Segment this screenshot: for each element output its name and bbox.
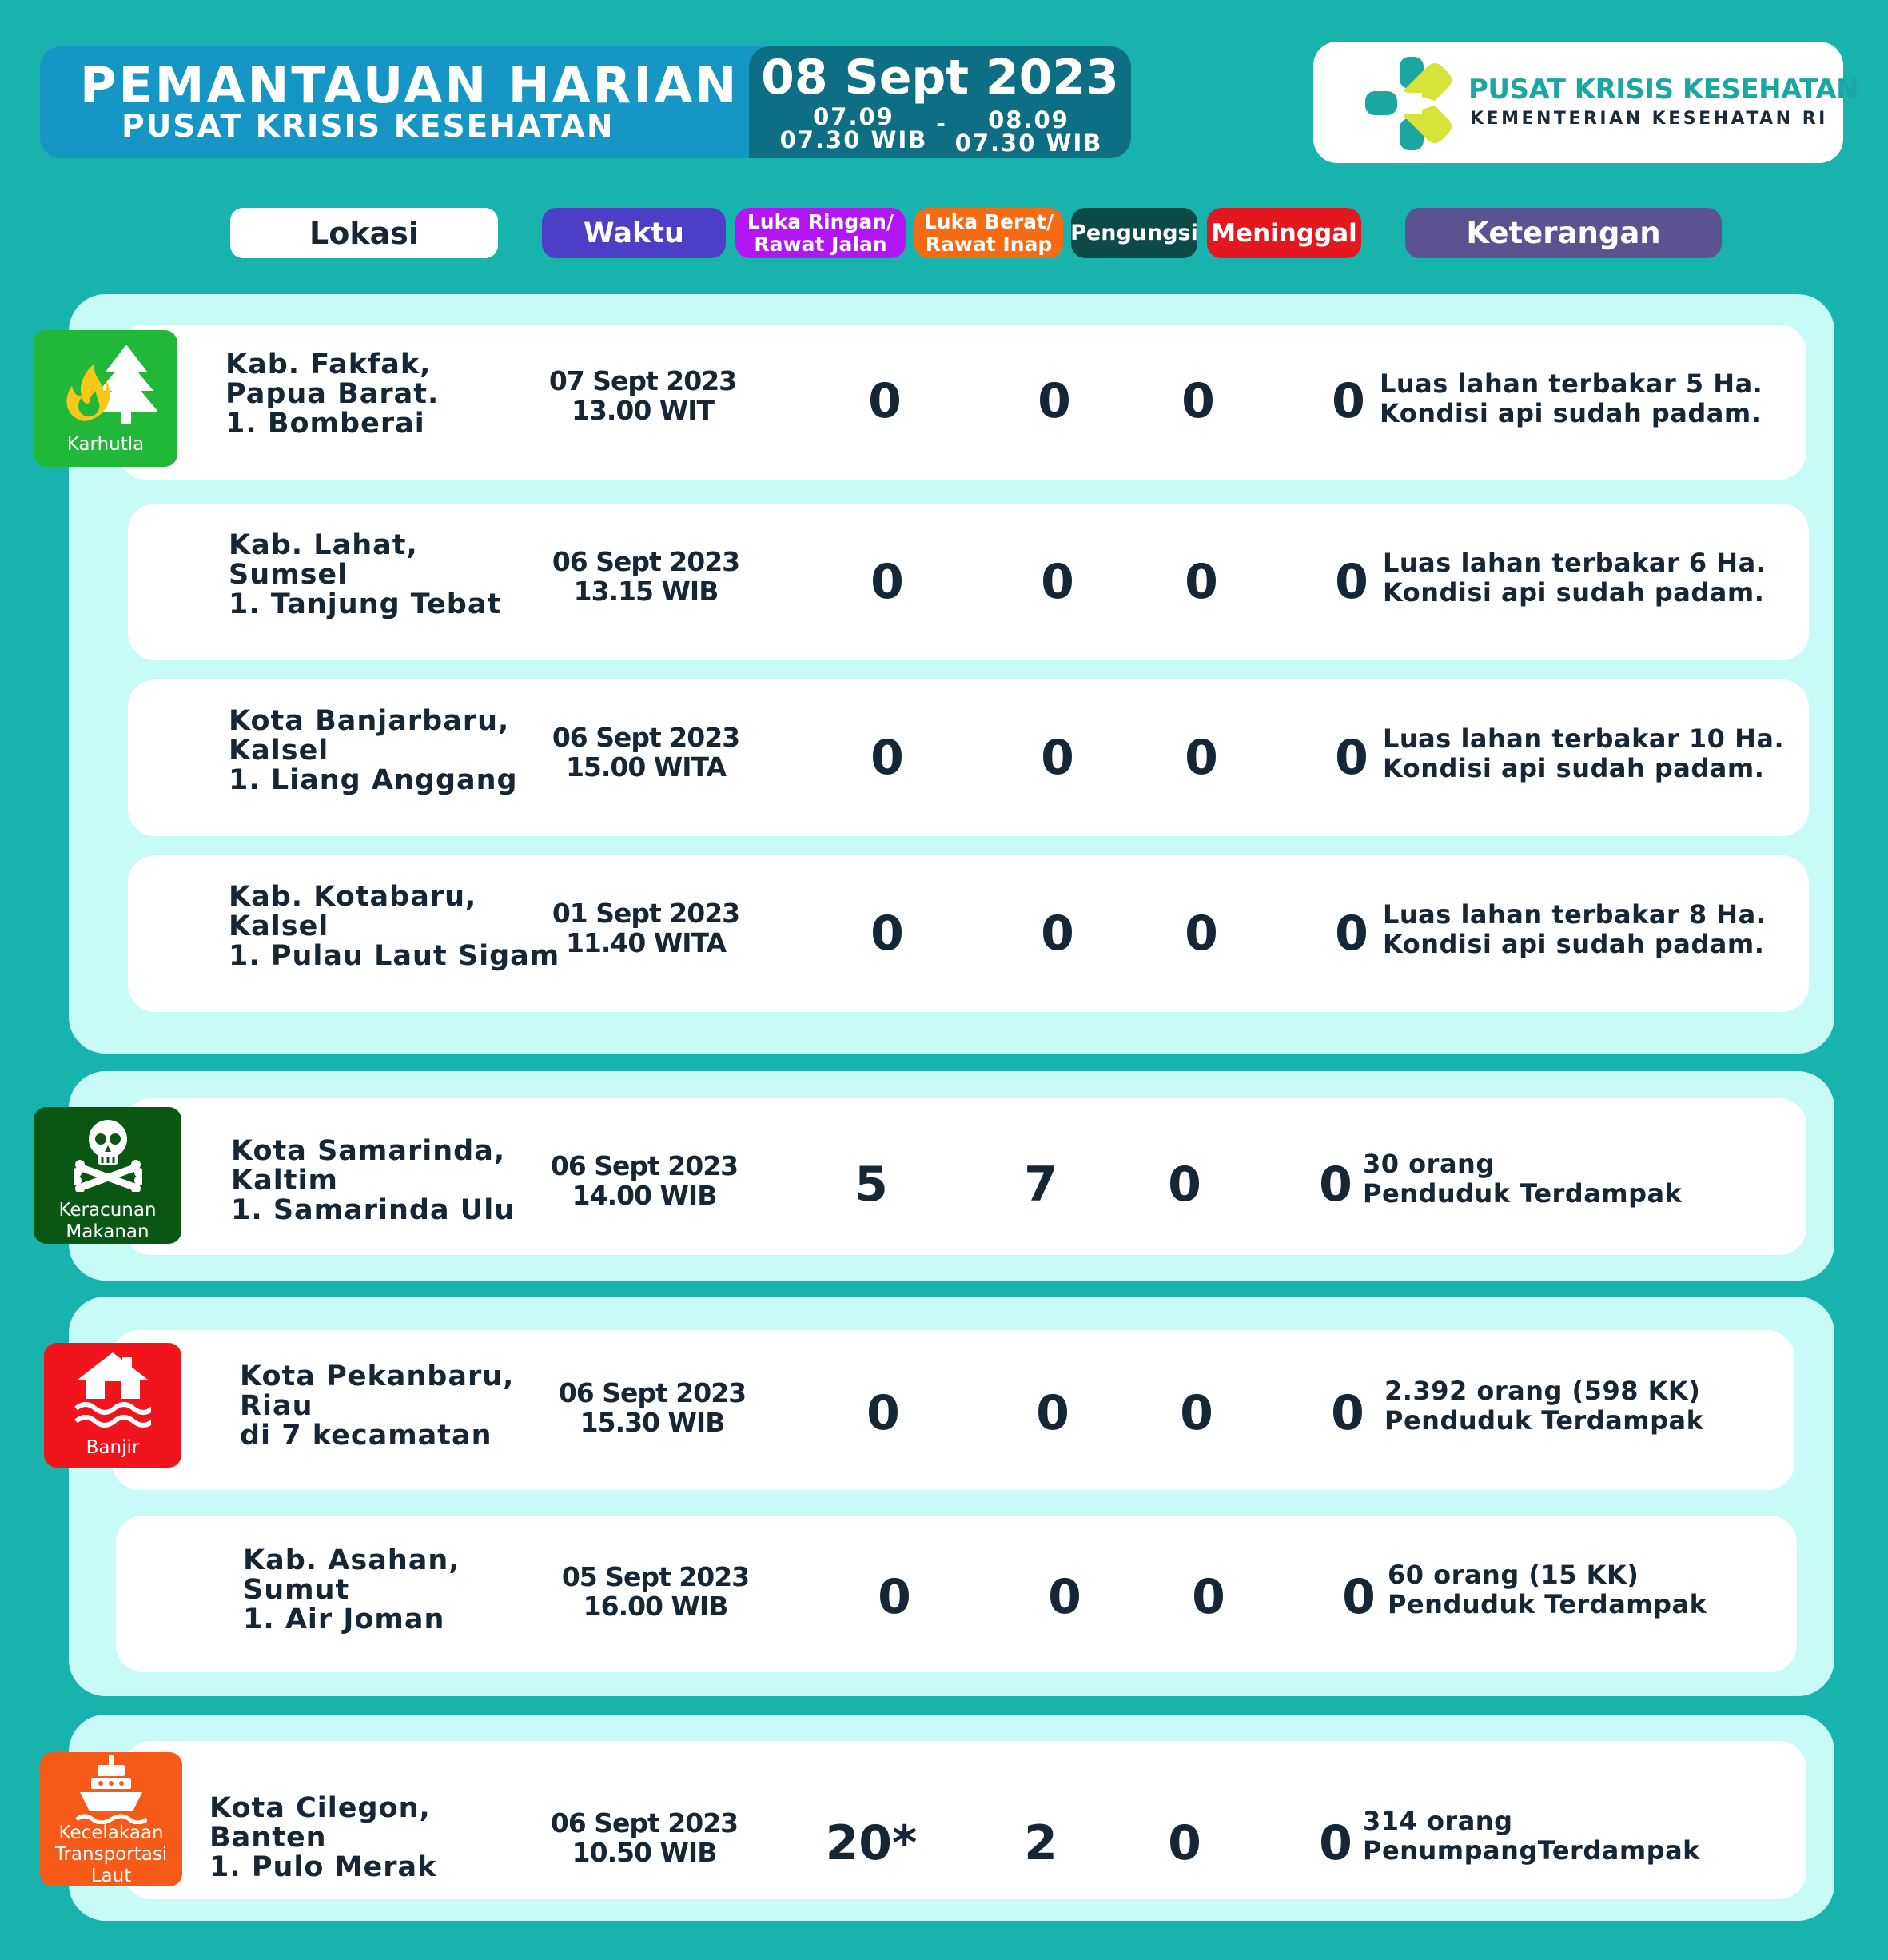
luka-ringan-count: 20* [825,1815,918,1871]
meninggal-count: 0 [1335,906,1368,962]
col-header-keterangan: Keterangan [1405,208,1722,258]
category-label-line1: Kecelakaan [58,1823,164,1843]
location: Kab. Lahat, Sumsel 1. Tanjung Tebat [229,529,502,620]
range-to-date: 08.09 [988,106,1069,133]
keterangan: 60 orang (15 KK) Penduduk Terdampak [1388,1560,1707,1619]
location: Kab. Fakfak, Papua Barat. 1. Bomberai [225,349,440,440]
keterangan: 314 orang PenumpangTerdampak [1363,1806,1700,1866]
cross-logo-icon [1361,53,1461,153]
report-date: 08 Sept 2023 [761,50,1119,106]
pengungsi-count: 0 [1185,906,1218,962]
range-from [778,103,930,153]
pengungsi-count: 0 [1185,554,1218,610]
time: 06 Sept 2023 14.00 WIB [550,1150,739,1211]
location: Kota Pekanbaru, Riau di 7 kecamatan [240,1360,515,1452]
time: 06 Sept 2023 10.50 WIB [550,1807,739,1868]
keterangan: Luas lahan terbakar 10 Ha. Kondisi api sudah padam. [1383,723,1785,783]
logo-subtitle: KEMENTERIAN KESEHATAN RI [1470,109,1828,129]
luka-ringan-count: 0 [870,730,904,786]
pengungsi-count: 0 [1192,1569,1225,1625]
category-label-line2: Transportasi [54,1844,168,1865]
header-banner [40,46,1131,158]
table-row [124,1741,1806,1899]
location: Kab. Kotabaru, Kalsel 1. Pulau Laut Sigam [229,881,560,972]
luka-ringan-count: 0 [868,373,902,429]
luka-berat-count: 2 [1024,1815,1058,1871]
report-date-box [749,46,1131,158]
location: Kab. Asahan, Sumut 1. Air Joman [243,1544,460,1635]
col-header-meninggal: Meninggal [1207,208,1361,258]
col-header-luka-berat-line2: Rawat Inap [925,232,1053,256]
time: 06 Sept 2023 13.15 WIB [552,546,740,607]
pengungsi-count: 0 [1168,1815,1201,1871]
table-row [118,325,1806,480]
col-header-luka-ringan-line1: Luka Ringan/ [747,209,894,233]
category-badge-kecelakaan-laut [40,1752,182,1886]
page-title: PEMANTAUAN HARIAN [80,56,739,114]
forest-fire-icon [61,341,157,429]
flooded-house-icon [74,1349,151,1429]
meninggal-count: 0 [1319,1157,1352,1213]
pengungsi-count: 0 [1180,1385,1213,1441]
time: 01 Sept 2023 11.40 WITA [552,898,740,958]
table-row [128,679,1809,836]
ship-icon [75,1755,147,1824]
meninggal-count: 0 [1335,554,1368,610]
luka-berat-count: 7 [1024,1157,1058,1213]
meninggal-count: 0 [1335,730,1368,786]
col-header-luka-berat [914,208,1063,258]
luka-ringan-count: 5 [854,1157,888,1213]
category-label-line3: Laut [90,1866,132,1886]
meninggal-count: 0 [1331,1385,1364,1441]
luka-ringan-count: 0 [870,554,904,610]
table-row [128,855,1809,1012]
col-header-pengungsi: Pengungsi [1071,208,1197,258]
skull-crossbones-icon [74,1115,142,1192]
luka-berat-count: 0 [1036,1385,1069,1441]
page-subtitle: PUSAT KRISIS KESEHATAN [121,109,615,145]
luka-berat-count: 0 [1041,906,1074,962]
location: Kota Cilegon, Banten 1. Pulo Merak [209,1792,437,1883]
col-header-waktu: Waktu [542,208,726,258]
time: 07 Sept 2023 13.00 WIT [548,365,737,426]
range-from-time: 07.30 WIB [779,126,928,153]
category-badge-banjir [44,1343,181,1468]
category-badge-keracunan [34,1107,181,1244]
pengungsi-count: 0 [1185,730,1218,786]
location: Kota Banjarbaru, Kalsel 1. Liang Anggang [229,705,518,796]
luka-berat-count: 0 [1041,554,1074,610]
category-label: Karhutla [66,434,145,455]
meninggal-count: 0 [1319,1815,1352,1871]
time: 06 Sept 2023 15.30 WIB [558,1377,747,1438]
luka-berat-count: 0 [1048,1569,1081,1625]
range-to [953,106,1105,157]
table-row [124,1098,1806,1255]
luka-ringan-count: 0 [866,1385,900,1441]
category-label-line1: Keracunan [58,1200,157,1221]
time: 05 Sept 2023 16.00 WIB [561,1561,750,1622]
location: Kota Samarinda, Kaltim 1. Samarinda Ulu [231,1135,516,1226]
keterangan: 30 orang Penduduk Terdampak [1363,1149,1683,1209]
pengungsi-count: 0 [1168,1157,1201,1213]
table-row [128,504,1809,660]
logo-title: PUSAT KRISIS KESEHATAN [1468,74,1859,106]
col-header-lokasi: Lokasi [230,208,498,258]
col-header-luka-berat-line1: Luka Berat/ [923,209,1054,233]
table-row [112,1330,1794,1490]
luka-berat-count: 0 [1041,730,1074,786]
range-to-time: 07.30 WIB [954,129,1103,157]
luka-ringan-count: 0 [878,1569,911,1625]
category-badge-karhutla [34,330,177,467]
range-separator: - [936,110,946,137]
col-header-luka-ringan-line2: Rawat Jalan [754,232,887,256]
col-header-luka-ringan [735,208,906,258]
category-label-line2: Makanan [66,1221,149,1242]
luka-ringan-count: 0 [870,906,904,962]
meninggal-count: 0 [1332,373,1365,429]
category-label: Banjir [86,1437,140,1458]
table-row [116,1516,1797,1672]
keterangan: Luas lahan terbakar 6 Ha. Kondisi api sudah padam. [1383,548,1767,608]
range-from-date: 07.09 [813,103,894,130]
luka-berat-count: 0 [1038,373,1071,429]
logo-card [1313,42,1859,163]
meninggal-count: 0 [1342,1569,1376,1625]
time: 06 Sept 2023 15.00 WITA [552,722,740,783]
keterangan: Luas lahan terbakar 5 Ha. Kondisi api sudah padam. [1380,368,1763,428]
pengungsi-count: 0 [1181,373,1215,429]
keterangan: 2.392 orang (598 KK) Penduduk Terdampak [1384,1376,1704,1436]
keterangan: Luas lahan terbakar 8 Ha. Kondisi api sudah padam. [1383,899,1767,959]
